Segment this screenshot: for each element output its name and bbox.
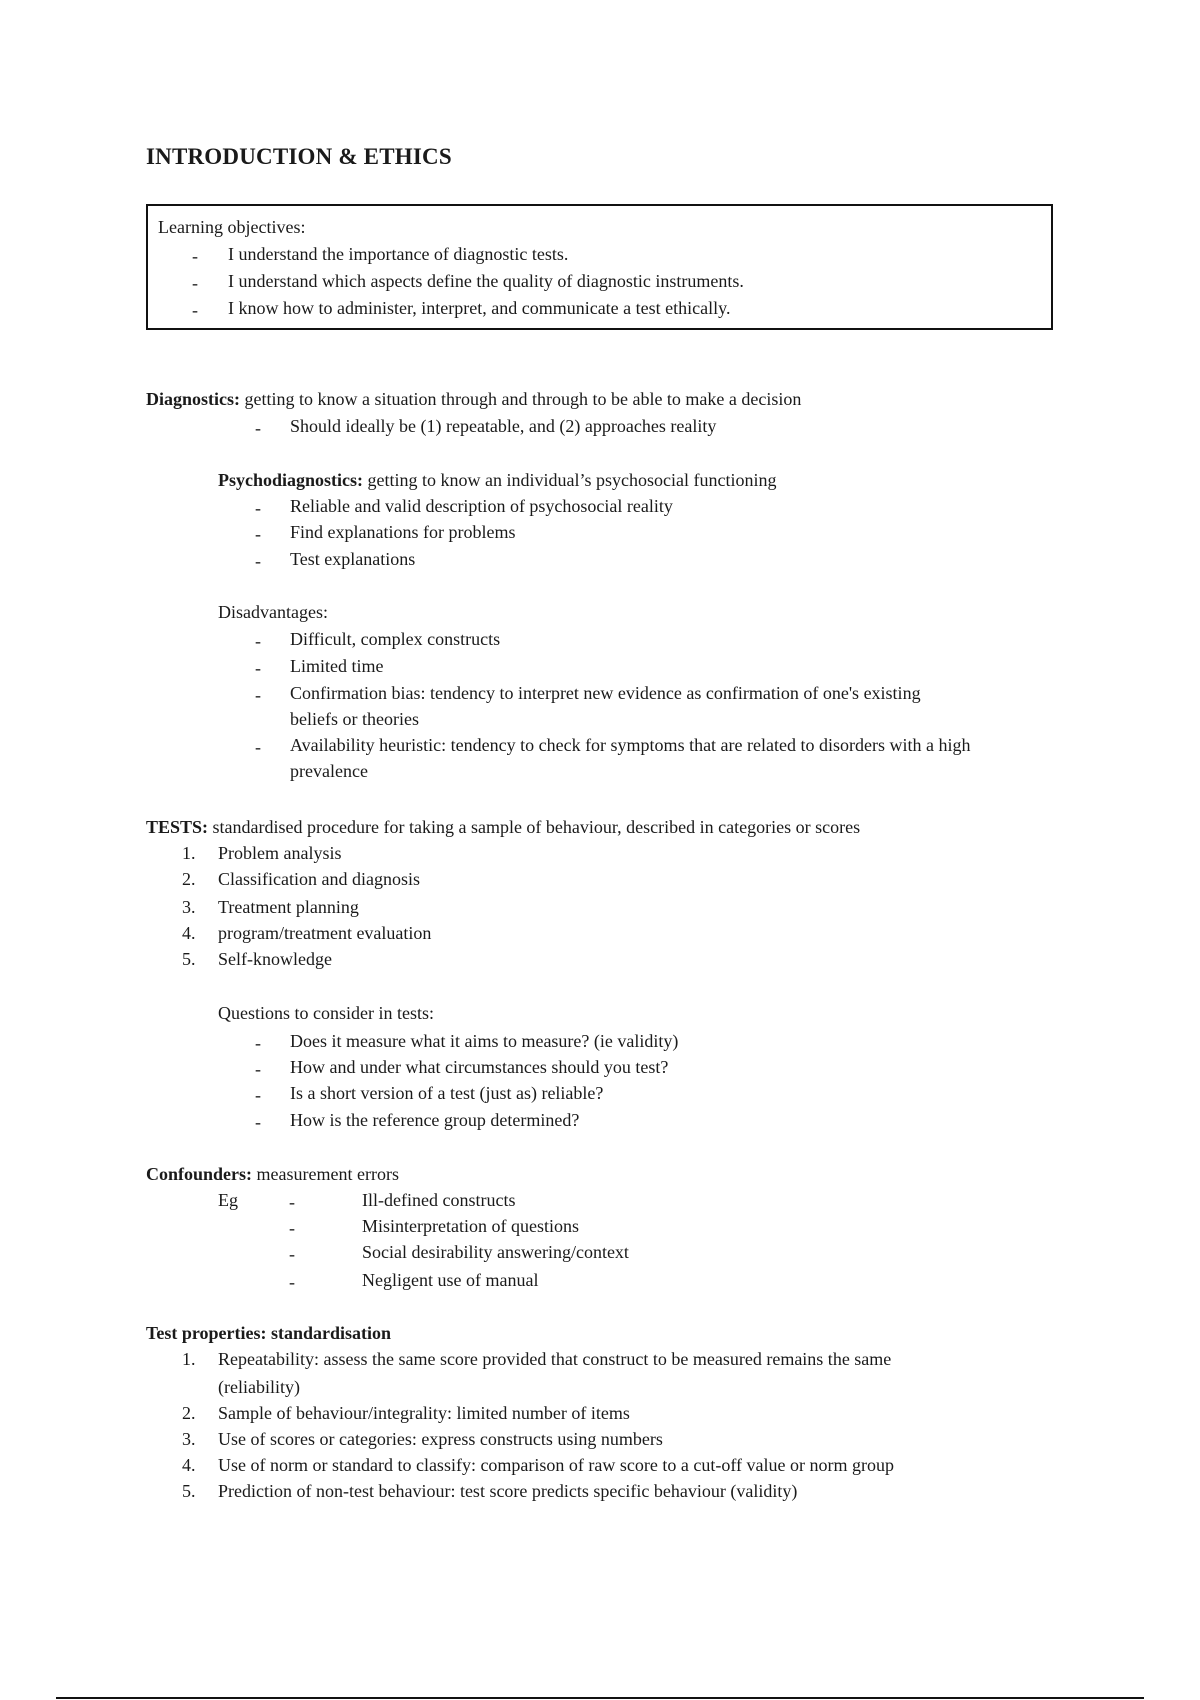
bullet-dash: - [289,1244,295,1264]
psychodiagnostics-bullet: Find explanations for problems [290,522,516,542]
bullet-dash: - [289,1218,295,1238]
bullet-dash: - [289,1192,295,1212]
disadvantage-item: Limited time [290,656,384,676]
confounders-term: Confounders: [146,1164,253,1184]
bullet-dash: - [255,1059,261,1079]
objective-item: I know how to administer, interpret, and communicate a test ethically. [228,298,731,318]
list-number: 4. [182,923,196,943]
tests-item: Problem analysis [218,843,342,863]
list-number: 3. [182,1429,196,1449]
tests-term: TESTS: [146,817,209,837]
psychodiagnostics-text: getting to know an individual’s psychosocial functioning [363,470,777,490]
tests-item: program/treatment evaluation [218,923,432,943]
tests-item: Classification and diagnosis [218,869,420,889]
diagnostics-term: Diagnostics: [146,389,240,409]
confounder-item: Negligent use of manual [362,1270,539,1290]
question-item: How and under what circumstances should you test? [290,1057,669,1077]
test-properties-heading: Test properties: standardisation [146,1323,392,1343]
list-number: 2. [182,1403,196,1423]
diagnostics-definition [146,389,801,410]
bullet-dash: - [255,1112,261,1132]
page-bottom-divider [56,1697,1144,1699]
psychodiagnostics-bullet: Test explanations [290,549,416,569]
objective-item: I understand which aspects define the quality of diagnostic instruments. [228,271,744,291]
bullet-dash: - [255,1033,261,1053]
questions-heading: Questions to consider in tests: [218,1003,434,1023]
bullet-dash: - [192,246,198,266]
eg-label: Eg [218,1190,238,1210]
bullet-dash: - [255,551,261,571]
tests-text: standardised procedure for taking a sample of behaviour, described in categories or scores [208,817,861,837]
confounder-item: Social desirability answering/context [362,1242,629,1262]
question-item: How is the reference group determined? [290,1110,580,1130]
disadvantage-item: Availability heuristic: tendency to check for symptoms that are related to disorders with a high [290,735,971,755]
psychodiagnostics-definition [218,470,776,491]
bullet-dash: - [255,631,261,651]
learning-objectives-heading: Learning objectives: [158,217,306,237]
test-property-item: Repeatability: assess the same score provided that construct to be measured remains the same [218,1349,892,1369]
test-property-item: Use of scores or categories: express constructs using numbers [218,1429,663,1449]
disadvantage-item-continued: beliefs or theories [290,709,419,729]
tests-definition [146,817,860,838]
page-title: INTRODUCTION & ETHICS [146,144,452,169]
confounders-definition [146,1164,399,1185]
objective-item: I understand the importance of diagnostic tests. [228,244,569,264]
psychodiagnostics-term: Psychodiagnostics: [218,470,364,490]
test-property-item-continued: (reliability) [218,1377,300,1397]
tests-item: Treatment planning [218,897,359,917]
diagnostics-bullet: Should ideally be (1) repeatable, and (2) approaches reality [290,416,717,436]
list-number: 2. [182,869,196,889]
list-number: 5. [182,949,196,969]
list-number: 3. [182,897,196,917]
confounders-text: measurement errors [252,1164,399,1184]
test-property-item: Use of norm or standard to classify: comparison of raw score to a cut-off value or norm group [218,1455,894,1475]
disadvantage-item: Confirmation bias: tendency to interpret new evidence as confirmation of one's existing [290,683,921,703]
disadvantages-heading: Disadvantages: [218,602,328,622]
bullet-dash: - [289,1272,295,1292]
test-property-item: Sample of behaviour/integrality: limited number of items [218,1403,630,1423]
tests-item: Self-knowledge [218,949,332,969]
confounder-item: Ill-defined constructs [362,1190,516,1210]
disadvantage-item-continued: prevalence [290,761,368,781]
list-number: 5. [182,1481,196,1501]
question-item: Does it measure what it aims to measure? (ie validity) [290,1031,679,1051]
bullet-dash: - [255,418,261,438]
bullet-dash: - [255,524,261,544]
disadvantage-item: Difficult, complex constructs [290,629,501,649]
bullet-dash: - [255,498,261,518]
test-property-item: Prediction of non-test behaviour: test score predicts specific behaviour (validity) [218,1481,798,1501]
psychodiagnostics-bullet: Reliable and valid description of psychosocial reality [290,496,673,516]
list-number: 4. [182,1455,196,1475]
bullet-dash: - [255,685,261,705]
list-number: 1. [182,843,196,863]
diagnostics-text: getting to know a situation through and through to be able to make a decision [240,389,802,409]
bullet-dash: - [255,1085,261,1105]
bullet-dash: - [255,737,261,757]
bullet-dash: - [255,658,261,678]
list-number: 1. [182,1349,196,1369]
question-item: Is a short version of a test (just as) reliable? [290,1083,604,1103]
confounder-item: Misinterpretation of questions [362,1216,579,1236]
bullet-dash: - [192,300,198,320]
bullet-dash: - [192,273,198,293]
